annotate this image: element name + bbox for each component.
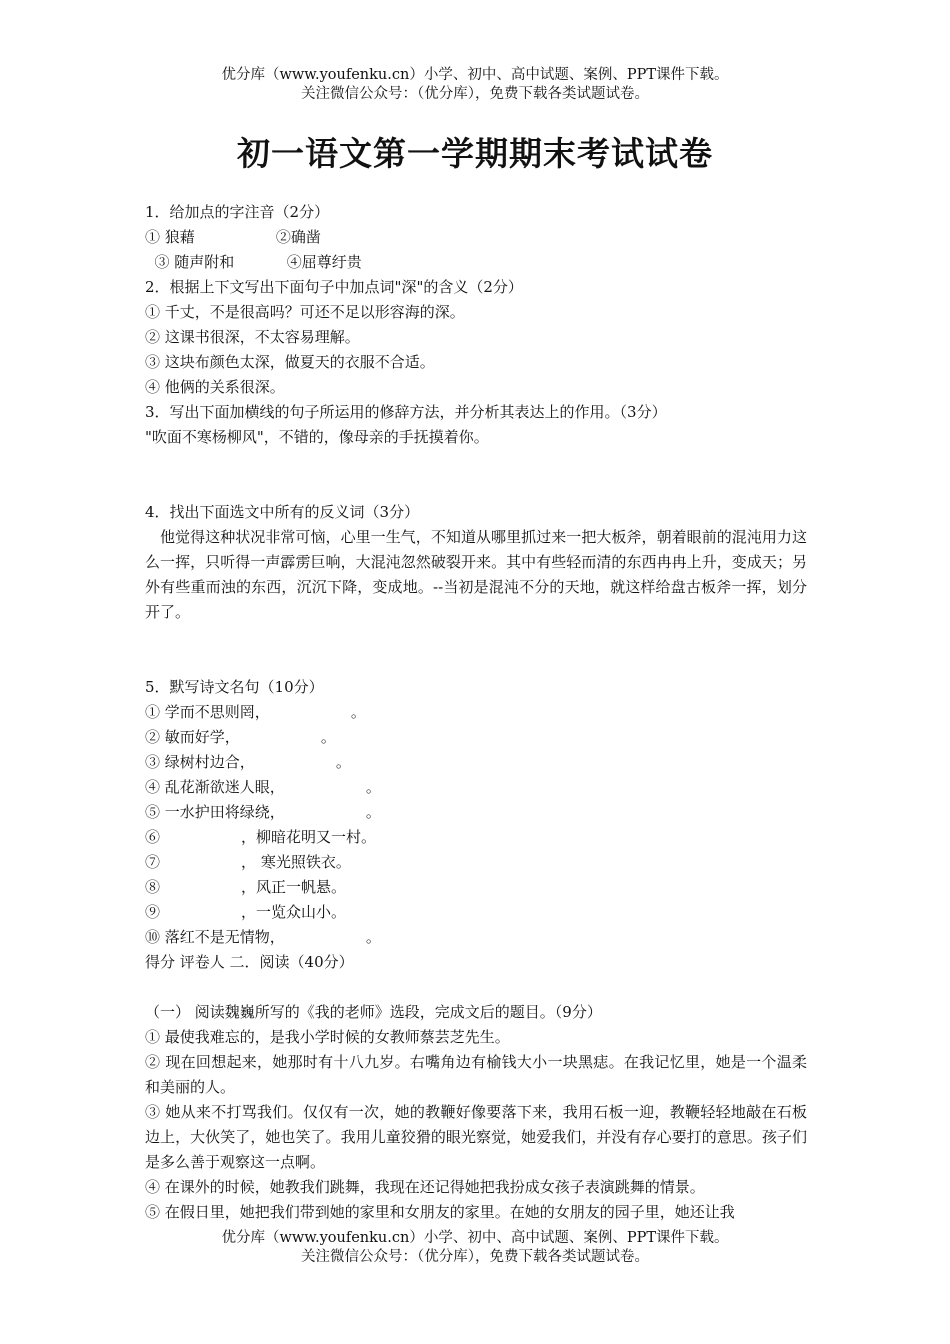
footer-line-1: 优分库（www.youfenku.cn）小学、初中、高中试题、案例、PPT课件下载。 xyxy=(221,1230,729,1246)
exam-title: 初一语文第一学期期末考试试卷 xyxy=(237,134,713,173)
header-line-1: 优分库（www.youfenku.cn）小学、初中、高中试题、案例、PPT课件下载。 xyxy=(221,67,729,83)
reading-1-intro: （一） 阅读魏巍所写的《我的老师》选段，完成文后的题目。（9分） xyxy=(145,1003,602,1021)
page-header xyxy=(0,66,950,104)
q5-item-2: ② 敏而好学， 。 xyxy=(145,728,336,746)
page-footer xyxy=(0,1229,950,1267)
q5-item-10: ⑩ 落红不是无情物， 。 xyxy=(145,928,381,946)
q2-item-2: ② 这课书很深，不太容易理解。 xyxy=(145,328,360,346)
q2-item-1: ① 千丈，不是很高吗？可还不足以形容海的深。 xyxy=(145,303,465,321)
reading-1-para-1: ① 最使我难忘的，是我小学时候的女教师蔡芸芝先生。 xyxy=(145,1028,510,1046)
q5-stem: 5．默写诗文名句（10分） xyxy=(145,678,324,696)
q5-item-5: ⑤ 一水护田将绿绕， 。 xyxy=(145,803,381,821)
q1-row-1: ① 狼藉 ②确凿 xyxy=(145,228,321,246)
reading-1-para-2: ② 现在回想起来，她那时有十八九岁。右嘴角边有榆钱大小一块黑痣。在我记忆里，她是一个温柔和美丽的人。 xyxy=(145,1053,807,1096)
header-line-2: 关注微信公众号：（优分库），免费下载各类试题试卷。 xyxy=(301,86,649,102)
q1-row-2: ③ 随声附和 ④屈尊纡贵 xyxy=(145,253,362,271)
q5-item-6: ⑥ ，柳暗花明又一村。 xyxy=(145,828,377,846)
q5-item-3: ③ 绿树村边合， 。 xyxy=(145,753,351,771)
q1-stem: 1．给加点的字注音（2分） xyxy=(145,203,330,221)
footer-line-2: 关注微信公众号：（优分库），免费下载各类试题试卷。 xyxy=(301,1249,649,1265)
section-2-heading: 得分 评卷人 二．阅读（40分） xyxy=(145,953,354,971)
q5-item-7: ⑦ ， 寒光照铁衣。 xyxy=(145,853,351,871)
reading-1-para-3: ③ 她从来不打骂我们。仅仅有一次，她的教鞭好像要落下来，我用石板一迎，教鞭轻轻地敲在石板边上，大伙笑了，她也笑了。我用儿童狡猾的眼光察觉，她爱我们，并没有存心要打的意思。孩子们是多么善于观察这一点啊。 xyxy=(145,1103,807,1171)
q5-item-9: ⑨ ，一览众山小。 xyxy=(145,903,347,921)
q5-item-8: ⑧ ，风正一帆悬。 xyxy=(145,878,347,896)
q3-stem: 3．写出下面加横线的句子所运用的修辞方法，并分析其表达上的作用。（3分） xyxy=(145,403,667,421)
q3-text: "吹面不寒杨柳风"，不错的，像母亲的手抚摸着你。 xyxy=(145,428,489,446)
q2-stem: 2．根据上下文写出下面句子中加点词"深"的含义（2分） xyxy=(145,278,523,296)
q4-stem: 4．找出下面选文中所有的反义词（3分） xyxy=(145,503,420,521)
q5-item-1: ① 学而不思则罔， 。 xyxy=(145,703,366,721)
q5-item-4: ④ 乱花渐欲迷人眼， 。 xyxy=(145,778,381,796)
q2-item-4: ④ 他俩的关系很深。 xyxy=(145,378,285,396)
q2-item-3: ③ 这块布颜色太深，做夏天的衣服不合适。 xyxy=(145,353,435,371)
q4-passage: 他觉得这种状况非常可恼，心里一生气，不知道从哪里抓过来一把大板斧，朝着眼前的混沌用力这么一挥，只听得一声霹雳巨响，大混沌忽然破裂开来。其中有些轻而清的东西冉冉上升，变成天；另外有些重而浊的东西，沉沉下降，变成地。--当初是混沌不分的天地，就这样给盘古板斧一挥，划分开了。 xyxy=(145,528,807,621)
exam-body xyxy=(145,200,807,1225)
reading-1-para-4: ④ 在课外的时候，她教我们跳舞，我现在还记得她把我扮成女孩子表演跳舞的情景。 xyxy=(145,1178,705,1196)
reading-1-para-5: ⑤ 在假日里，她把我们带到她的家里和女朋友的家里。在她的女朋友的园子里，她还让我 xyxy=(145,1203,735,1221)
